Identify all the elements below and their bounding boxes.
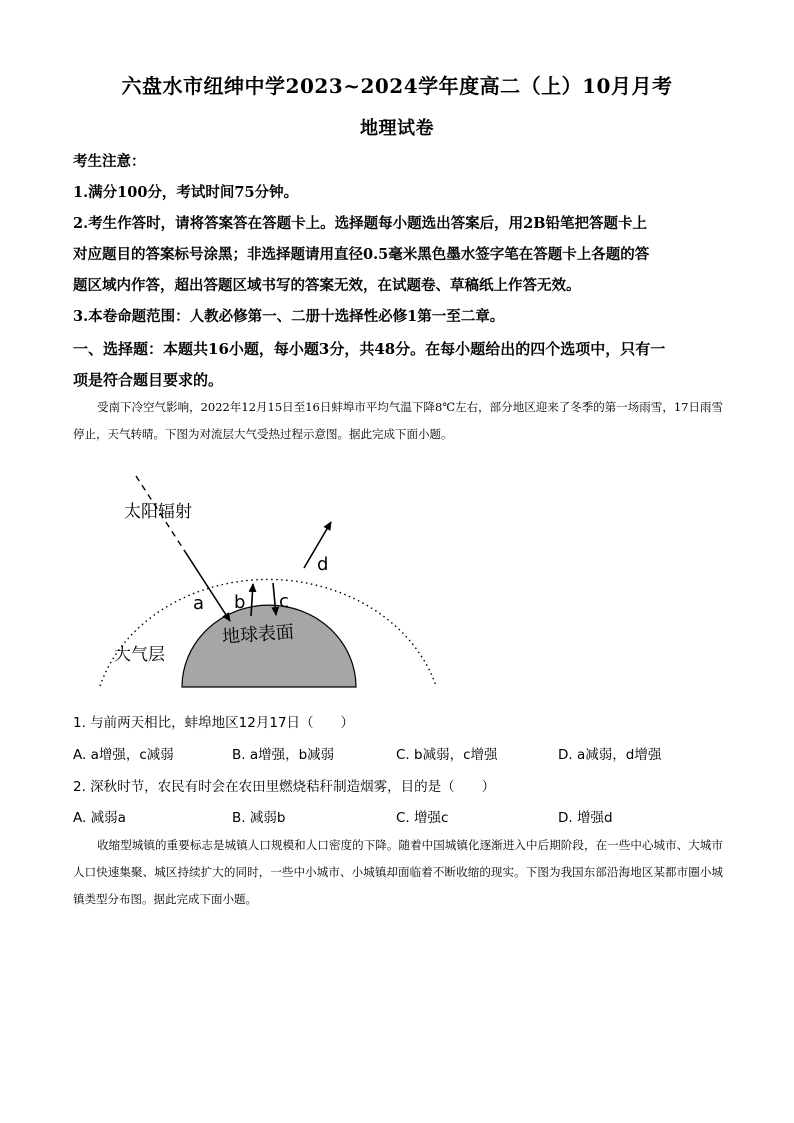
q2-option-c[interactable]: C. 增强c [396,810,449,826]
q1-option-c[interactable]: C. b减弱，c增强 [396,747,498,763]
notice-item: 1.满分100分，考试时间75分钟。 [73,184,299,201]
passage-1 [73,394,723,448]
q2-option-a[interactable]: A. 减弱a [73,810,126,826]
earth-surface [182,605,356,687]
notice-item: 2.考生作答时，请将答案答在答题卡上。选择题每小题选出答案后，用2B铅笔把答题卡上 [73,215,647,232]
passage-1-text: 受南下冷空气影响，2022年12月15日至16日蚌埠市平均气温下降8℃左右，部分地区迎来了冬季的第一场雨雪，17日雨雪停止，天气转晴。下图为对流层大气受热过程示意图。据此完成下面小题。 [73,400,723,441]
atmosphere-label: 大气层 [114,645,165,665]
solar-radiation-label: 太阳辐射 [124,502,192,522]
question-1-stem: 1. 与前两天相比，蚌埠地区12月17日（ ） [73,715,355,731]
label-b: b [234,592,246,613]
section-heading-line1: 一、选择题：本题共16小题，每小题3分，共48分。在每小题给出的四个选项中，只有一 [73,340,666,358]
q1-option-d[interactable]: D. a减弱，d增强 [558,747,662,763]
atmosphere-heating-diagram [90,470,450,695]
q2-option-d[interactable]: D. 增强d [558,810,613,826]
earth-surface-label: 地球表面 [221,621,295,648]
exam-title: 六盘水市纽绅中学2023~2024学年度高二（上）10月月考 [121,74,673,98]
notice-heading: 考生注意： [73,153,146,170]
label-d: d [317,554,329,575]
label-a: a [193,593,205,614]
arrow-a [184,550,230,621]
exam-subtitle: 地理试卷 [360,118,434,139]
passage-2 [73,832,723,913]
passage-2-text: 收缩型城镇的重要标志是城镇人口规模和人口密度的下降。随着中国城镇化逐渐进入中后期阶段，在一些中心城市、大城市人口快速集聚、城区持续扩大的同时，一些中小城市、小城镇却面临着不断收缩的现实。下图为我国东部沿海地区某都市圈小城镇类型分布图。据此完成下面小题。 [73,838,723,906]
question-2-stem: 2. 深秋时节，农民有时会在农田里燃烧秸秆制造烟雾，目的是（ ） [73,779,496,795]
notice-item: 题区域内作答，超出答题区域书写的答案无效，在试题卷、草稿纸上作答无效。 [73,277,581,294]
q1-option-a[interactable]: A. a增强，c减弱 [73,747,174,763]
notice-item: 3.本卷命题范围：人教必修第一、二册十选择性必修1第一至二章。 [73,308,505,325]
q2-option-b[interactable]: B. 减弱b [232,810,286,826]
q1-option-b[interactable]: B. a增强，b减弱 [232,747,335,763]
label-c: c [279,591,289,612]
notice-item: 对应题目的答案标号涂黑；非选择题请用直径0.5毫米黑色墨水签字笔在答题卡上各题的答 [73,246,650,263]
section-heading-line2: 项是符合题目要求的。 [73,371,224,389]
